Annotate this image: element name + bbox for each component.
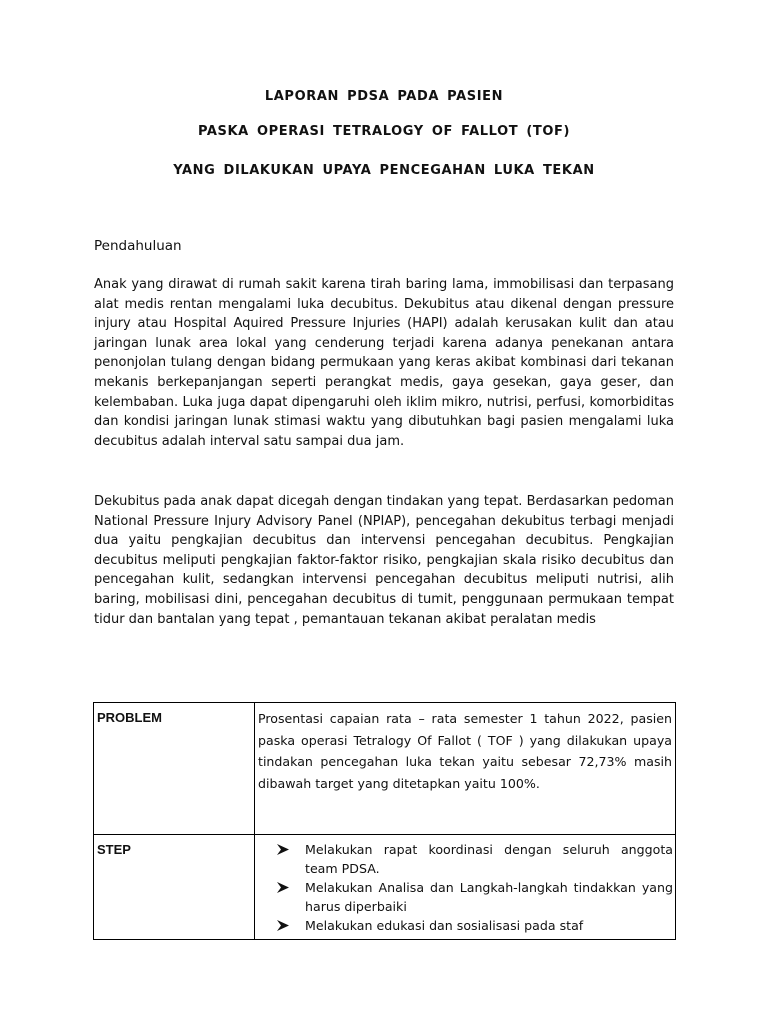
prevention-paragraph: Dekubitus pada anak dapat dicegah dengan tindakan yang tepat. Berdasarkan pedoman National Pressure Injury Advisory Panel (NPIAP), pencegahan dekubitus terbagi menjadi dua yaitu pengkajian decubitus dan intervensi pencegahan decubitus. Pengkajian decubitus meliputi pengkajian faktor-faktor risiko, pengkajian skala risiko decubitus dan pencegahan kulit, sedangkan intervensi pencegahan decubitus meliputi nutrisi, alih baring, mobilisasi dini, pencegahan decubitus di tumit, penggunaan permukaan tempat tidur dan bantalan yang tepat , pemantauan tekanan akibat peralatan medis: [94, 494, 674, 627]
problem-cell: [255, 703, 676, 835]
step-cell: [255, 835, 676, 940]
step-text: Melakukan edukasi dan sosialisasi pada staf: [305, 918, 584, 933]
step-label: STEP: [94, 835, 255, 940]
step-text: Melakukan rapat koordinasi dengan seluruh anggota team PDSA.: [305, 842, 673, 876]
step-list: [258, 840, 673, 935]
intro-paragraph: Anak yang dirawat di rumah sakit karena tirah baring lama, immobilisasi dan terpasang alat medis rentan mengalami luka decubitus. Dekubitus atau dikenal dengan pressure injury atau Hospital Aquired Pressure Injuries (HAPI) adalah kerusakan kulit dan atau jaringan lunak area lokal yang cenderung terjadi karena adanya penekanan antara penonjolan tulang dengan bidang permukaan yang keras akibat kombinasi dari tekanan mekanis berkepanjangan seperti perangkat medis, gaya gesekan, gaya geser, dan kelembaban. Luka juga dapat dipengaruhi oleh iklim mikro, nutrisi, perfusi, komorbiditas dan kondisi jaringan lunak stimasi waktu yang dibutuhkan bagi pasien mengalami luka decubitus adalah interval satu sampai dua jam.: [94, 277, 674, 449]
list-item: [277, 840, 673, 878]
report-subtitle-2: YANG DILAKUKAN UPAYA PENCEGAHAN LUKA TEKAN: [173, 163, 595, 178]
list-item: [277, 878, 673, 916]
problem-text: Prosentasi capaian rata – rata semester 1 tahun 2022, pasien paska operasi Tetralogy Of Fallot ( TOF ) yang dilakukan upaya tindakan pencegahan luka tekan yaitu sebesar 72,73% masih dibawah target yang ditetapkan yaitu 100%.: [258, 711, 672, 791]
intro-heading: Pendahuluan: [94, 238, 182, 254]
pdsa-table: [93, 702, 676, 940]
report-title: LAPORAN PDSA PADA PASIEN: [264, 89, 504, 104]
arrow-bullet-icon: [277, 878, 291, 897]
table-row: [94, 703, 676, 835]
step-text: Melakukan Analisa dan Langkah-langkah tindakkan yang harus diperbaiki: [305, 880, 673, 914]
list-item: [277, 916, 673, 935]
arrow-bullet-icon: [277, 916, 291, 935]
problem-label: PROBLEM: [94, 703, 255, 835]
arrow-bullet-icon: [277, 840, 291, 859]
table-row: [94, 835, 676, 940]
report-subtitle: PASKA OPERASI TETRALOGY OF FALLOT (TOF): [197, 124, 571, 139]
